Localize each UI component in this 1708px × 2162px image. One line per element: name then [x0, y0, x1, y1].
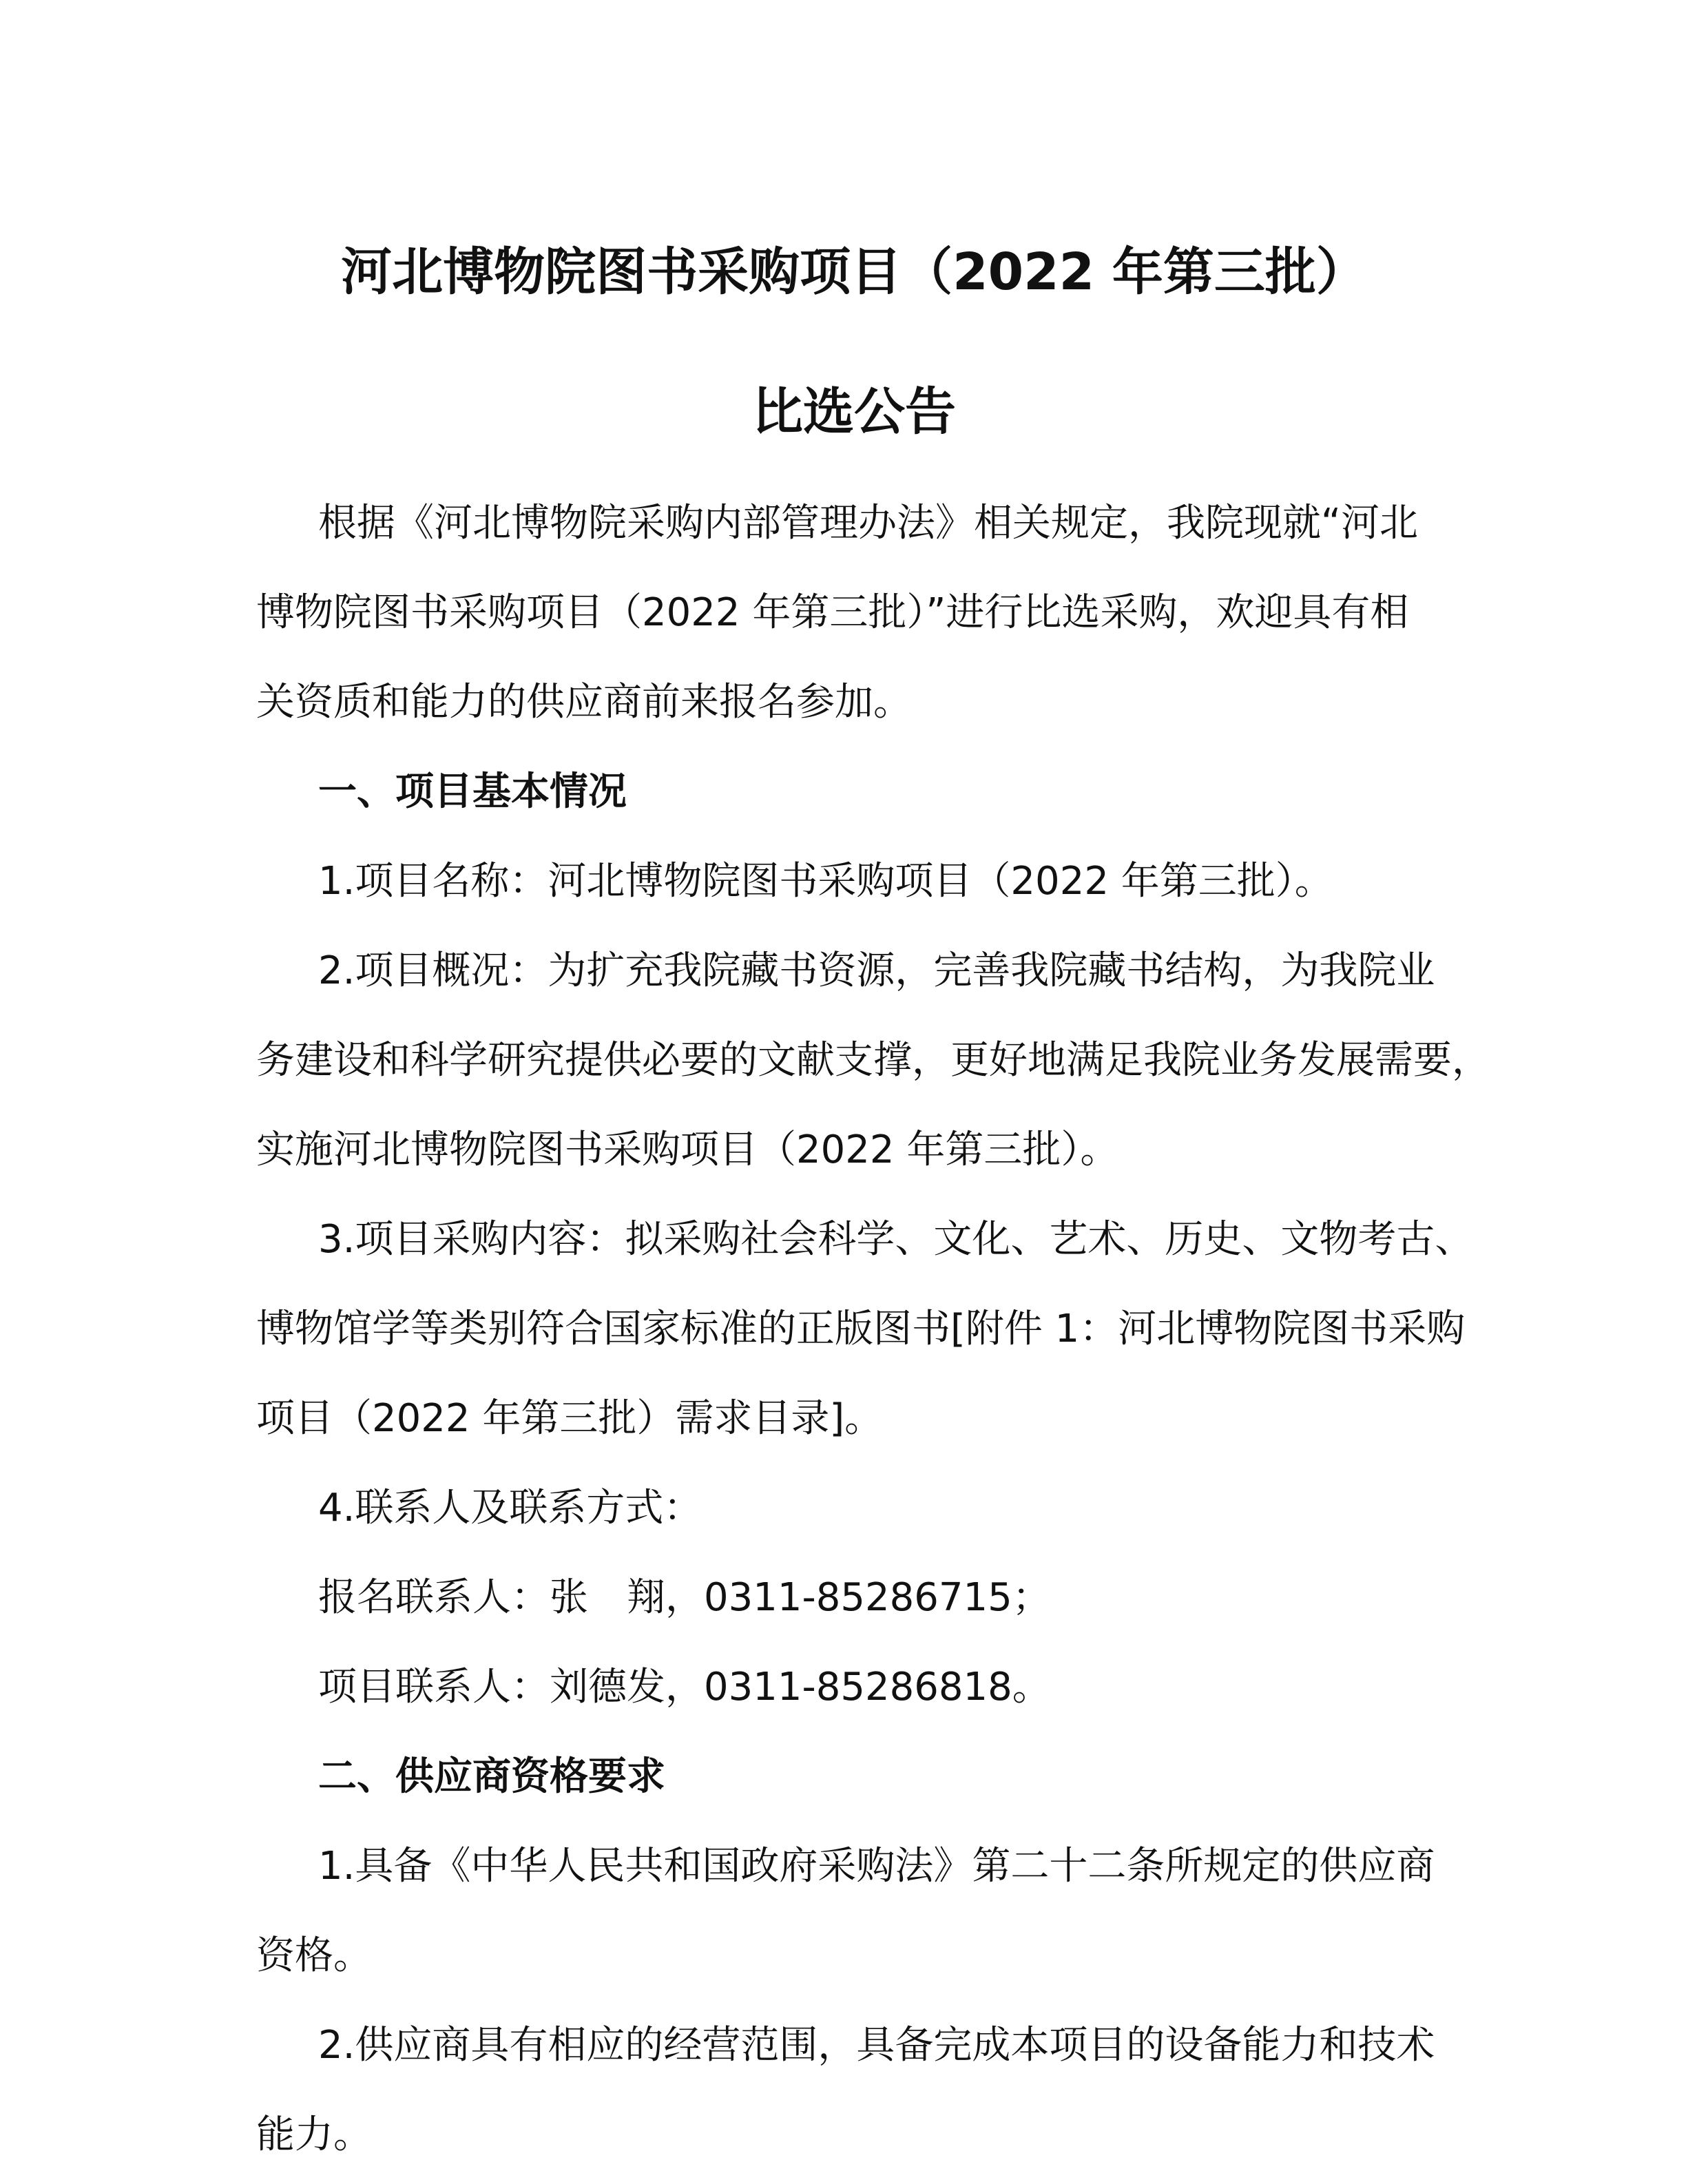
- section1-item3-line-2: 博物馆学等类别符合国家标准的正版图书[附件 1：河北博物院图书采购: [256, 1307, 1466, 1351]
- section1-item2-line-2: 务建设和科学研究提供必要的文献支撑，更好地满足我院业务发展需要，: [256, 1038, 1490, 1083]
- section2-heading: 二、供应商资格要求: [318, 1754, 665, 1799]
- document-title-line1: 河北博物院图书采购项目（2022 年第三批）: [341, 242, 1367, 302]
- section1-heading: 一、项目基本情况: [318, 769, 627, 814]
- section1-item1: 1.项目名称：河北博物院图书采购项目（2022 年第三批）。: [318, 859, 1333, 904]
- section2-item1-line-2: 资格。: [256, 1933, 372, 1978]
- section2-item1-line-1: 1.具备《中华人民共和国政府采购法》第二十二条所规定的供应商: [318, 1844, 1435, 1889]
- section1-item2-line-1: 2.项目概况：为扩充我院藏书资源，完善我院藏书结构，为我院业: [318, 948, 1435, 993]
- contact-project: 项目联系人：刘德发，0311-85286818。: [318, 1665, 1051, 1709]
- contact-signup: 报名联系人：张 翔，0311-85286715；: [318, 1575, 1051, 1620]
- intro-line-3: 关资质和能力的供应商前来报名参加。: [256, 680, 912, 725]
- intro-line-1: 根据《河北博物院采购内部管理办法》相关规定，我院现就“河北: [318, 501, 1419, 545]
- intro-line-2: 博物院图书采购项目（2022 年第三批）”进行比选采购，欢迎具有相: [256, 590, 1409, 635]
- section1-item3-line-1: 3.项目采购内容：拟采购社会科学、文化、艺术、历史、文物考古、: [318, 1217, 1474, 1262]
- section1-item4: 4.联系人及联系方式：: [318, 1486, 702, 1530]
- document-title-line2: 比选公告: [752, 382, 956, 441]
- section2-item2-line-1: 2.供应商具有相应的经营范围，具备完成本项目的设备能力和技术: [318, 2023, 1435, 2068]
- section1-item2-line-3: 实施河北博物院图书采购项目（2022 年第三批）。: [256, 1127, 1119, 1172]
- section1-item3-line-3: 项目（2022 年第三批）需求目录]。: [256, 1396, 884, 1441]
- section2-item2-line-2: 能力。: [256, 2112, 372, 2157]
